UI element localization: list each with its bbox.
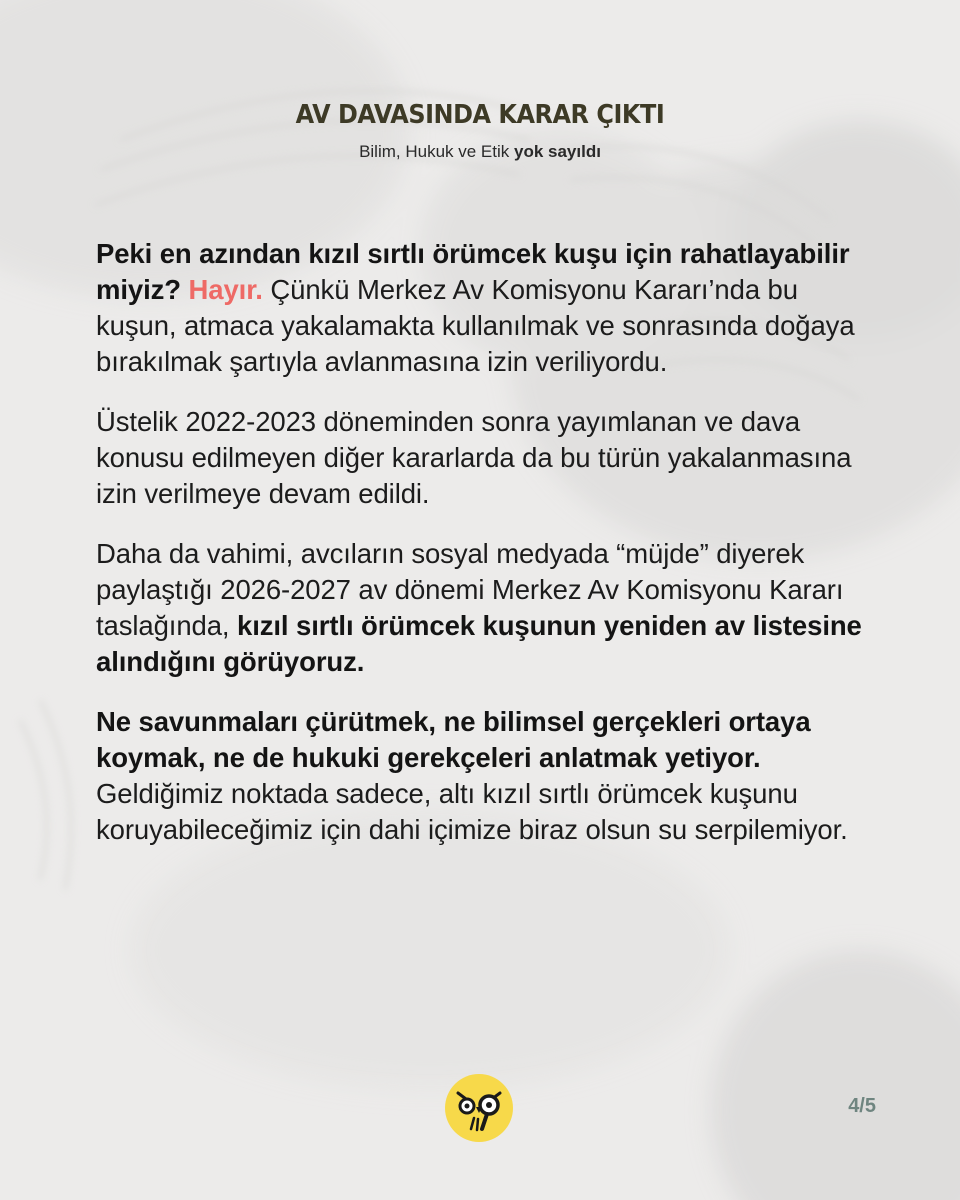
article-body (96, 236, 876, 872)
paragraph-1-text: Çünkü Merkez Av Komisyonu Kararı’nda bu kuşun, atmaca yakalamakta kullanılmak ve sonrasında doğaya bırakılmak şartıyla avlanmasına izin veriliyordu. (96, 274, 855, 377)
paragraph-3-text: Daha da vahimi, avcıların sosyal medyada “müjde” diyerek paylaştığı 2026-2027 av dönemi Merkez Av Komisyonu Kararı taslağında, (96, 538, 844, 641)
paragraph-1 (96, 236, 876, 380)
paragraph-1-highlight: Hayır. (188, 274, 263, 305)
paragraph-4-text: Geldiğimiz noktada sadece, altı kızıl sırtlı örümcek kuşunu koruyabileceğimiz için dahi içimize biraz olsun su serpilemiyor. (96, 778, 848, 845)
paragraph-3-bold-tail: kızıl sırtlı örümcek kuşunun yeniden av listesine alındığını görüyoruz. (96, 610, 862, 677)
owl-magnifier-icon (444, 1073, 514, 1143)
subtitle (0, 142, 960, 162)
header (0, 100, 960, 162)
paragraph-2-text: Üstelik 2022-2023 döneminden sonra yayımlanan ve dava konusu edilmeyen diğer kararlarda da bu türün yakalanmasına izin verilmeye devam edildi. (96, 406, 852, 509)
page-title: AV DAVASINDA KARAR ÇIKTI (295, 100, 665, 130)
paragraph-1-bold-lead: Peki en azından kızıl sırtlı örümcek kuşu için rahatlayabilir miyiz? (96, 238, 850, 305)
page-indicator: 4/5 (848, 1095, 876, 1117)
paragraph-4-bold-lead: Ne savunmaları çürütmek, ne bilimsel gerçekleri ortaya koymak, ne de hukuki gerekçeleri anlatmak yetiyor. (96, 706, 811, 773)
paragraph-4 (96, 704, 876, 848)
paragraph-2 (96, 404, 876, 512)
subtitle-bold: yok sayıldı (514, 142, 601, 161)
subtitle-plain: Bilim, Hukuk ve Etik (359, 142, 514, 161)
paragraph-3 (96, 536, 876, 680)
